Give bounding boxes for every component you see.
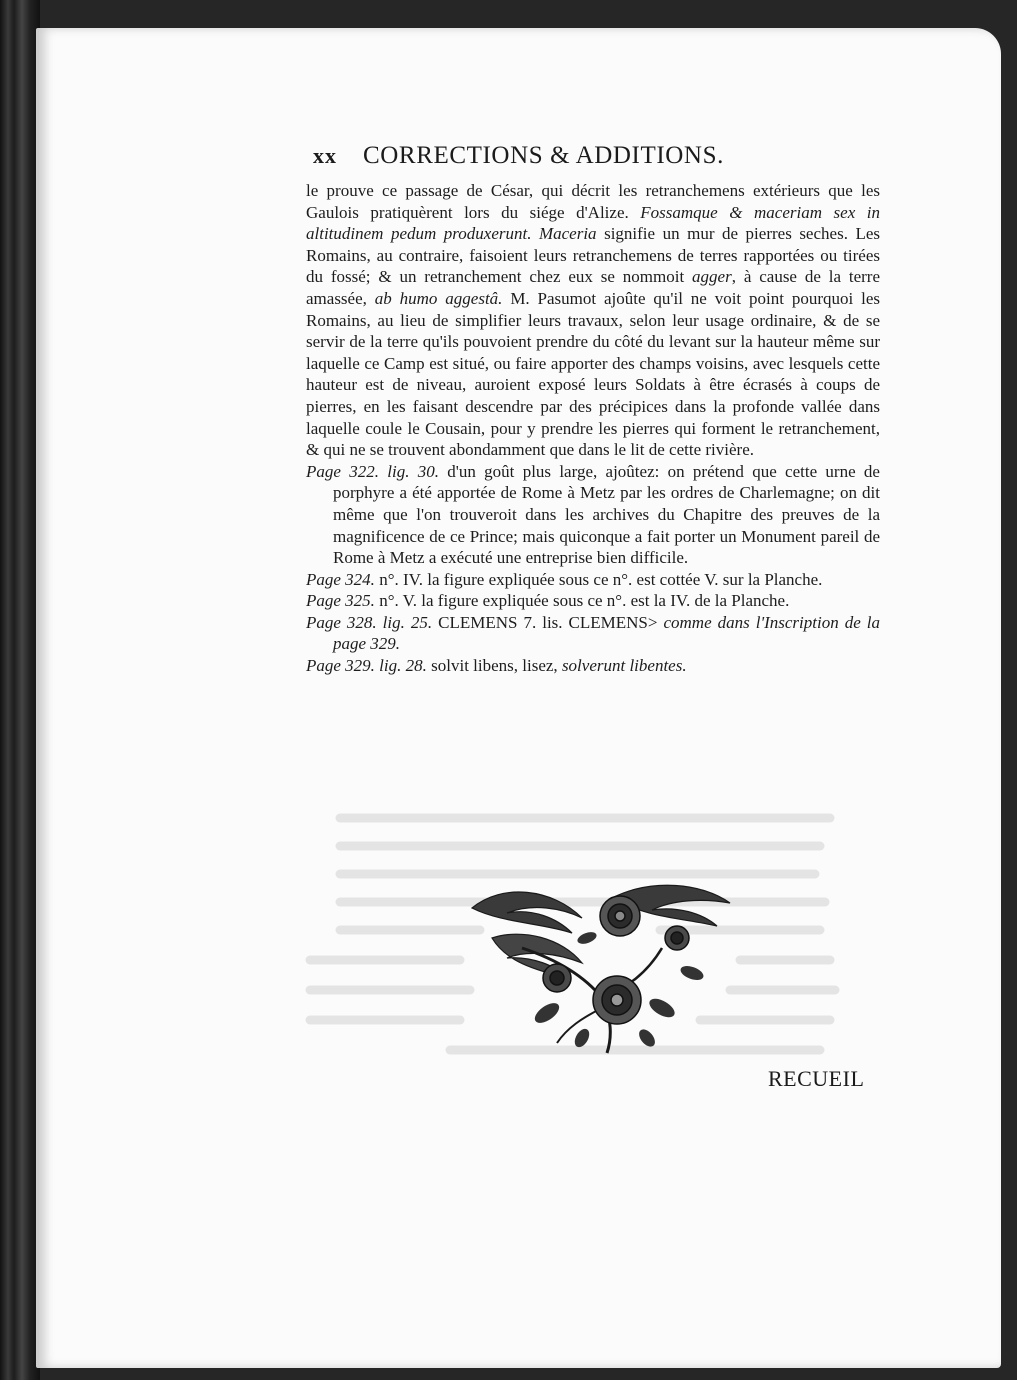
book-gutter [0, 0, 40, 1380]
correction-entry [306, 655, 880, 677]
latin-quote-2: ab humo aggestâ. [374, 288, 503, 308]
page-folio: xx [313, 143, 337, 168]
entry-text: n°. V. la figure expliquée sous ce n°. est la IV. de la Planche. [374, 591, 790, 611]
paragraph-text-2: signifie un mur de pierres seches. Les Romains, au contraire, faisoient leurs retranchemens de terres rapportées ou tirées du fossé; & un retranchement chez eux se nommoit [306, 224, 880, 287]
correction-entry [306, 461, 880, 569]
entry-reference: Page 322. lig. 30. [306, 461, 440, 481]
running-head [313, 142, 793, 170]
entry-text: CLEMENS 7. lis. CLEMENS> [432, 612, 664, 632]
latin-quote-1: Fossamque & maceriam sex in altitudinem pedum produxerunt. Maceria [306, 202, 880, 244]
floral-ornament-icon [462, 878, 736, 1058]
entry-text: n°. IV. la figure expliquée sous ce n°. est cottée V. sur la Planche. [374, 569, 823, 589]
entry-reference: Page 328. lig. 25. [306, 612, 433, 632]
page-title: CORRECTIONS & ADDITIONS. [363, 142, 724, 169]
correction-entry [306, 612, 880, 655]
catchword: RECUEIL [768, 1066, 865, 1091]
correction-entry [306, 569, 880, 591]
paragraph-text-1: le prouve ce passage de César, qui décrit les retranchemens extérieurs que les Gaulois pratiquèrent lors du siége d'Alize. [306, 181, 880, 222]
entry-tail: solverunt libentes. [561, 656, 687, 676]
entry-text: d'un goût plus large, ajoûtez: on prétend que cette urne de porphyre a été apportée de Rome à Metz par les ordres de Charlemagne; on dit même que l'on trouveroit dans les archives du Chapitre des preuves de la magnificence de ce Prince; mais quiconque a fait porter un Monument pareil de Rome à Metz a exécuté une entreprise bien difficile. [333, 461, 880, 568]
entry-tail: comme dans l'Inscription de la page 329. [333, 612, 880, 654]
entry-reference: Page 329. lig. 28. [306, 656, 427, 676]
body-text [306, 180, 880, 677]
latin-term: agger [692, 267, 732, 287]
entry-reference: Page 325. [306, 591, 375, 611]
paragraph-text-3: , à cause de la terre amassée, [306, 267, 880, 308]
entry-text: solvit libens, lisez, [426, 656, 562, 676]
correction-entry [306, 590, 880, 612]
entry-reference: Page 324. [306, 569, 375, 589]
paragraph-continuation [306, 180, 880, 461]
paragraph-text-4: M. Pasumot ajoûte qu'il ne voit point pourquoi les Romains, au lieu de simplifier leurs travaux, selon leur usage ordinaire, & de se servir de la terre qu'ils pouvoient prendre du côté du levant sur la hauteur même sur laquelle ce Camp est situé, ou faire apporter des champs voisins, avec lesquels cette hauteur est de niveau, auroient exposé leurs Soldats à être écrasés à coups de pierres, en les faisant descendre par des précipices dans la profonde vallée dans laquelle coule le Cousain, pour y prendre les pierres qui forment le retranchement, & qui ne se trouvent abondamment que dans le lit de cette rivière. [306, 288, 880, 460]
